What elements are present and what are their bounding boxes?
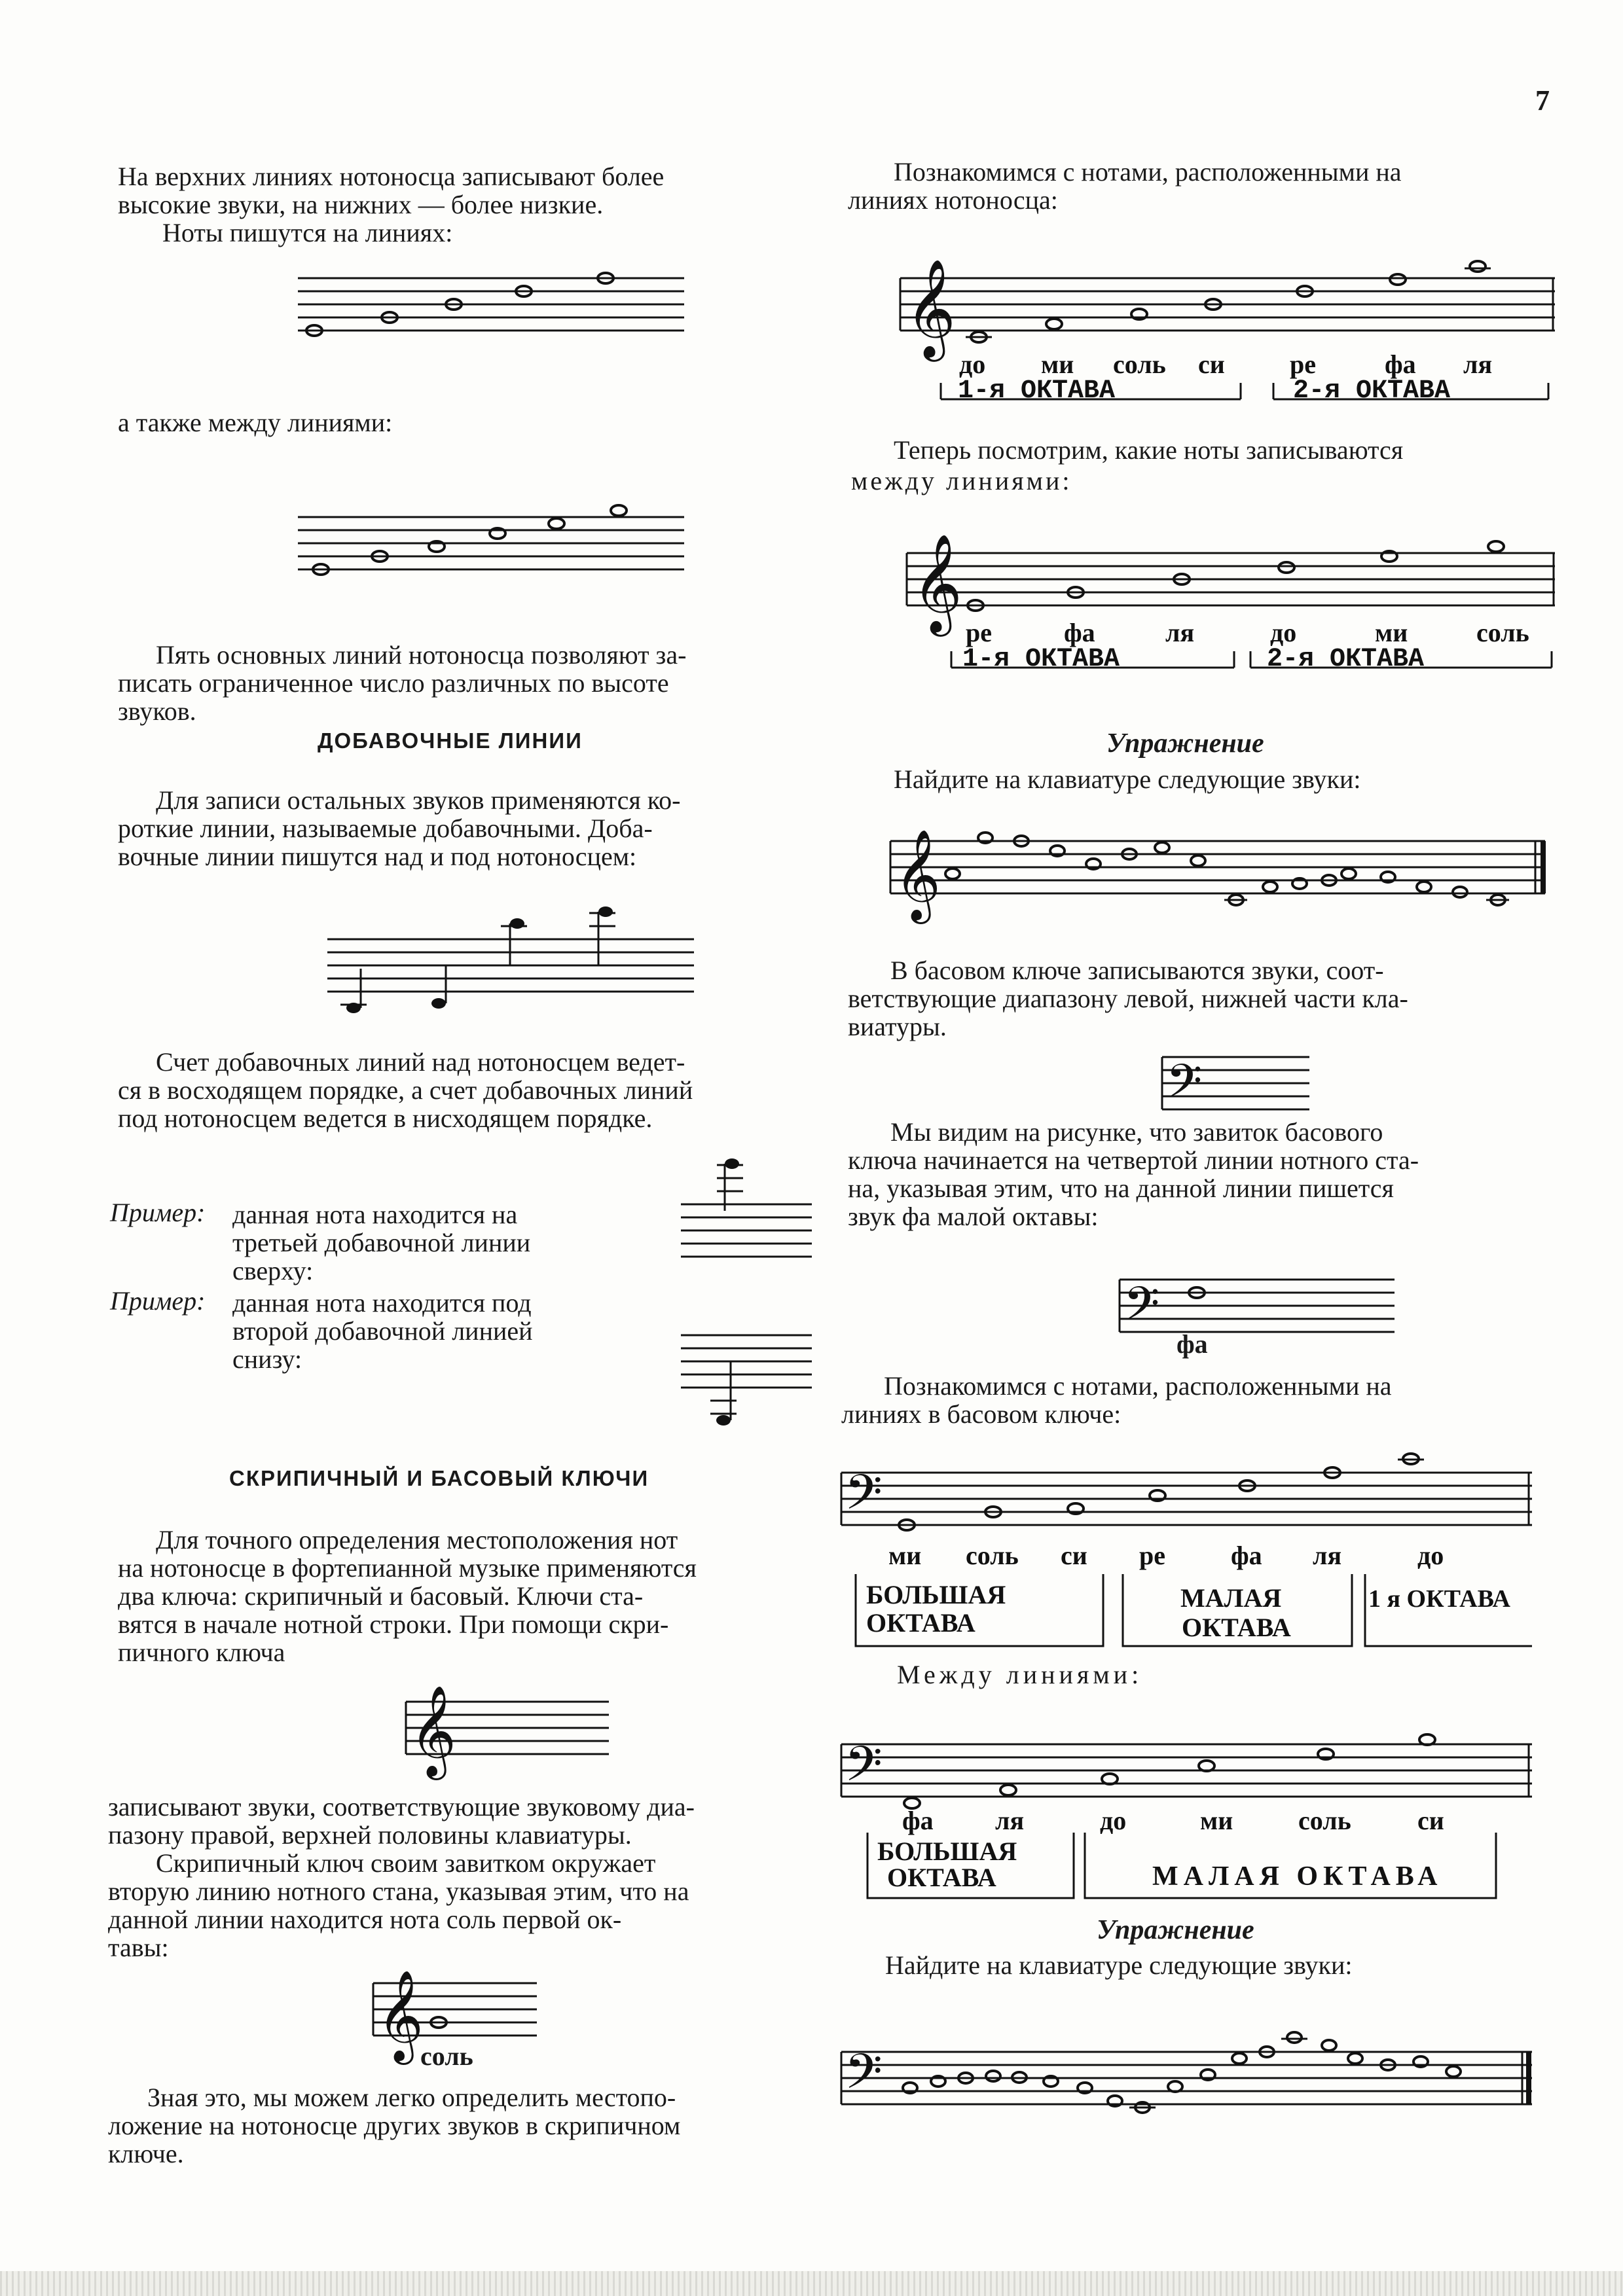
- note: [346, 1003, 361, 1013]
- right-p6: Между линиями:: [897, 1660, 1143, 1689]
- left-p10-l1: Зная это, мы можем легко определить местопо-: [147, 2083, 676, 2112]
- note: [716, 1415, 731, 1426]
- exercise-title: Упражнение: [1106, 728, 1264, 759]
- note-label: до: [1270, 618, 1297, 647]
- note-label: ля: [1165, 618, 1195, 647]
- right-p4-l4: звук фа малой октавы:: [848, 1202, 1099, 1231]
- exercise-text: Найдите на клавиатуре следующие звуки:: [894, 764, 1361, 794]
- note-label: до: [1417, 1541, 1444, 1570]
- octave-label: 2-я ОКТАВА: [1293, 376, 1451, 406]
- bass-clef-icon: 𝄢: [845, 1736, 883, 1804]
- octave-label: МАЛАЯ: [1180, 1583, 1282, 1613]
- note: [1322, 2040, 1336, 2051]
- octave-label: МАЛАЯ ОКТАВА: [1152, 1861, 1443, 1892]
- note-label: соль: [1113, 350, 1166, 379]
- example1-l1: данная нота находится на: [232, 1200, 518, 1229]
- note-label: ми: [888, 1541, 922, 1570]
- octave-label: ОКТАВА: [887, 1863, 996, 1892]
- right-p4-l1: Мы видим на рисунке, что завиток басового: [890, 1117, 1383, 1147]
- left-p4-l2: писать ограниченное число различных по высоте: [118, 668, 669, 698]
- octave-label: ОКТАВА: [1182, 1613, 1291, 1642]
- note: [1446, 2066, 1461, 2077]
- staff-notes-between-lines: [298, 511, 684, 576]
- note-label: ля: [995, 1806, 1025, 1835]
- octave-label: 2-я ОКТАВА: [1267, 645, 1425, 674]
- right-p5-l1: Познакомимся с нотами, расположенными на: [884, 1371, 1392, 1401]
- note: [1046, 319, 1062, 329]
- note: [1232, 2053, 1247, 2064]
- left-p10-l2: ложение на нотоносце других звуков в скрипичном: [108, 2111, 681, 2140]
- note-label: ми: [1041, 350, 1074, 379]
- note-label: си: [1198, 350, 1225, 379]
- scan-edge: [0, 2271, 1623, 2296]
- bass-clef-icon: 𝄢: [1123, 1277, 1160, 1342]
- octave-label: ОКТАВА: [866, 1608, 976, 1638]
- staff-bass-clef: [1162, 1054, 1309, 1120]
- note: [1287, 2032, 1302, 2043]
- octave-label: 1-я ОКТАВА: [958, 376, 1116, 406]
- staff-treble-on-lines: [900, 252, 1555, 429]
- staff-treble-clef: [406, 1676, 609, 1776]
- left-p3: а также между линиями:: [118, 408, 393, 437]
- note: [1000, 1785, 1016, 1795]
- treble-clef-icon: 𝄞: [912, 533, 962, 632]
- octave-label: 1 я ОКТАВА: [1368, 1585, 1510, 1613]
- exercise2-title: Упражнение: [1097, 1915, 1254, 1945]
- note: [549, 518, 564, 529]
- right-p3-l1: В басовом ключе записываются звуки, соот-: [890, 956, 1384, 985]
- note-label: соль: [966, 1541, 1019, 1570]
- note: [1279, 562, 1294, 573]
- left-p10-l3: ключе.: [108, 2139, 184, 2168]
- heading-ledger-lines: ДОБАВОЧНЫЕ ЛИНИИ: [318, 728, 583, 753]
- note-label: до: [959, 350, 986, 379]
- note-label: си: [1417, 1806, 1444, 1835]
- left-p4-l1: Пять основных линий нотоносца позволяют за-: [156, 640, 687, 670]
- left-p6-l2: ся в восходящем порядке, а счет добавочных линий: [118, 1075, 693, 1105]
- staff-exercise-bass: [841, 2022, 1535, 2114]
- note-label: фа: [902, 1806, 934, 1835]
- bass-clef-icon: 𝄢: [1166, 1054, 1203, 1120]
- staff-bass-fa: [1120, 1276, 1395, 1342]
- left-p9-l4: тавы:: [108, 1933, 169, 1962]
- left-p9-l3: данной линии находится нота соль первой ок-: [108, 1905, 622, 1934]
- staff-exercise-treble: [890, 821, 1545, 920]
- note-label: ре: [966, 618, 992, 647]
- staff-treble-between-lines: [907, 527, 1555, 697]
- note: [1191, 855, 1205, 866]
- left-p1-l2: высокие звуки, на нижних — более низкие.: [118, 190, 604, 219]
- left-p8-l1: записывают звуки, соответствующие звуковому диа-: [108, 1792, 695, 1821]
- note-label: си: [1061, 1541, 1087, 1570]
- right-p4-l2: ключа начинается на четвертой линии нотного ста-: [848, 1145, 1419, 1175]
- note: [611, 505, 627, 516]
- octave-label: 1-я ОКТАВА: [962, 645, 1120, 674]
- left-p8-l2: пазону правой, верхней половины клавиатуры.: [108, 1820, 632, 1850]
- note-label: ми: [1200, 1806, 1233, 1835]
- treble-clef-icon: 𝄞: [377, 1970, 424, 2061]
- bass-clef-icon: 𝄢: [845, 1464, 883, 1533]
- example1-l2: третьей добавочной линии: [232, 1228, 531, 1257]
- right-p3-l3: виатуры.: [848, 1012, 947, 1041]
- note: [1341, 869, 1356, 879]
- note: [1155, 842, 1169, 853]
- note: [1417, 882, 1431, 892]
- note-label: ре: [1290, 350, 1316, 379]
- note: [1390, 274, 1406, 285]
- treble-clef-icon: 𝄞: [905, 258, 956, 357]
- note-label: фа: [1385, 350, 1416, 379]
- exercise2-text: Найдите на клавиатуре следующие звуки:: [885, 1950, 1353, 1980]
- staff-example-above: [681, 1152, 812, 1257]
- fa-label: фа: [1176, 1329, 1208, 1359]
- example2-l3: снизу:: [232, 1344, 302, 1374]
- right-p1-l1: Познакомимся с нотами, расположенными на: [894, 157, 1402, 187]
- note-label: ре: [1139, 1541, 1165, 1570]
- left-p7-l2: на нотоносце в фортепианной музыке применяются: [118, 1553, 697, 1583]
- right-p4-l3: на, указывая этим, что на данной линии пишется: [848, 1174, 1394, 1203]
- note: [725, 1158, 739, 1169]
- note: [1470, 261, 1486, 272]
- staff-ledger-lines: [327, 906, 694, 1011]
- left-p4-l3: звуков.: [118, 696, 196, 726]
- right-p2-l1: Теперь посмотрим, какие ноты записываются: [894, 435, 1404, 465]
- note: [1488, 541, 1504, 552]
- staff-notes-on-lines: [298, 265, 684, 337]
- sol-label: соль: [420, 2041, 473, 2071]
- treble-clef-icon: 𝄞: [410, 1685, 456, 1776]
- right-p3-l2: ветствующие диапазону левой, нижней части кла-: [848, 984, 1408, 1013]
- left-p2: Ноты пишутся на линиях:: [162, 218, 453, 247]
- note: [1348, 2053, 1362, 2064]
- example2-l1: данная нота находится под: [232, 1288, 532, 1318]
- staff-bass-on-lines: [841, 1450, 1535, 1659]
- left-p6-l3: под нотоносцем ведется в нисходящем порядке.: [118, 1103, 653, 1133]
- left-p7-l5: пичного ключа: [118, 1638, 285, 1667]
- staff-lines: [298, 278, 684, 331]
- staff-example-below: [681, 1332, 812, 1437]
- left-p7-l1: Для точного определения местоположения нот: [156, 1525, 678, 1554]
- note: [1453, 887, 1467, 897]
- left-p7-l3: два ключа: скрипичный и басовый. Ключи ста-: [118, 1581, 644, 1611]
- note-label: фа: [1064, 618, 1095, 647]
- left-p9-l2: вторую линию нотного стана, указывая этим, что на: [108, 1876, 689, 1906]
- left-p6-l1: Счет добавочных линий над нотоносцем ведет-: [156, 1047, 685, 1077]
- note-label: соль: [1476, 618, 1529, 647]
- octave-label: БОЛЬШАЯ: [877, 1837, 1017, 1866]
- treble-clef-icon: 𝄞: [894, 829, 941, 920]
- left-p5-l2: роткие линии, называемые добавочными. Доба-: [118, 814, 653, 843]
- note-label: фа: [1231, 1541, 1262, 1570]
- note-label: соль: [1298, 1806, 1351, 1835]
- right-p2-l2: между линиями:: [851, 466, 1072, 495]
- bass-clef-icon: 𝄢: [845, 2043, 883, 2112]
- heading-clefs: СКРИПИЧНЫЙ И БАСОВЫЙ КЛЮЧИ: [229, 1466, 649, 1490]
- left-p1-l1: На верхних линиях нотоносца записывают более: [118, 162, 665, 191]
- left-p9-l1: Скрипичный ключ своим завитком окружает: [156, 1848, 656, 1878]
- note-label: до: [1100, 1806, 1127, 1835]
- note: [510, 918, 524, 929]
- note-label: ля: [1463, 350, 1493, 379]
- note-label: ля: [1313, 1541, 1342, 1570]
- note-label: ми: [1375, 618, 1408, 647]
- left-p5-l1: Для записи остальных звуков применяются ко-: [156, 785, 681, 815]
- note: [945, 869, 960, 879]
- left-p5-l3: вочные линии пишутся над и под нотоносцем:: [118, 842, 637, 871]
- note: [431, 998, 446, 1009]
- staff-bass-between-lines: [841, 1721, 1535, 1918]
- note: [1263, 882, 1277, 892]
- note: [986, 2071, 1000, 2081]
- note: [598, 906, 613, 917]
- example2-l2: второй добавочной линией: [232, 1316, 533, 1346]
- right-p1-l2: линиях нотоносца:: [848, 185, 1058, 215]
- left-p7-l4: вятся в начале нотной строки. При помощи скри-: [118, 1609, 669, 1639]
- example1-l3: сверху:: [232, 1256, 314, 1285]
- right-p5-l2: линиях в басовом ключе:: [841, 1399, 1122, 1429]
- example1-label: Пример:: [110, 1198, 206, 1227]
- octave-label: БОЛЬШАЯ: [866, 1580, 1006, 1609]
- page-number: 7: [1535, 84, 1550, 117]
- example2-label: Пример:: [110, 1286, 206, 1316]
